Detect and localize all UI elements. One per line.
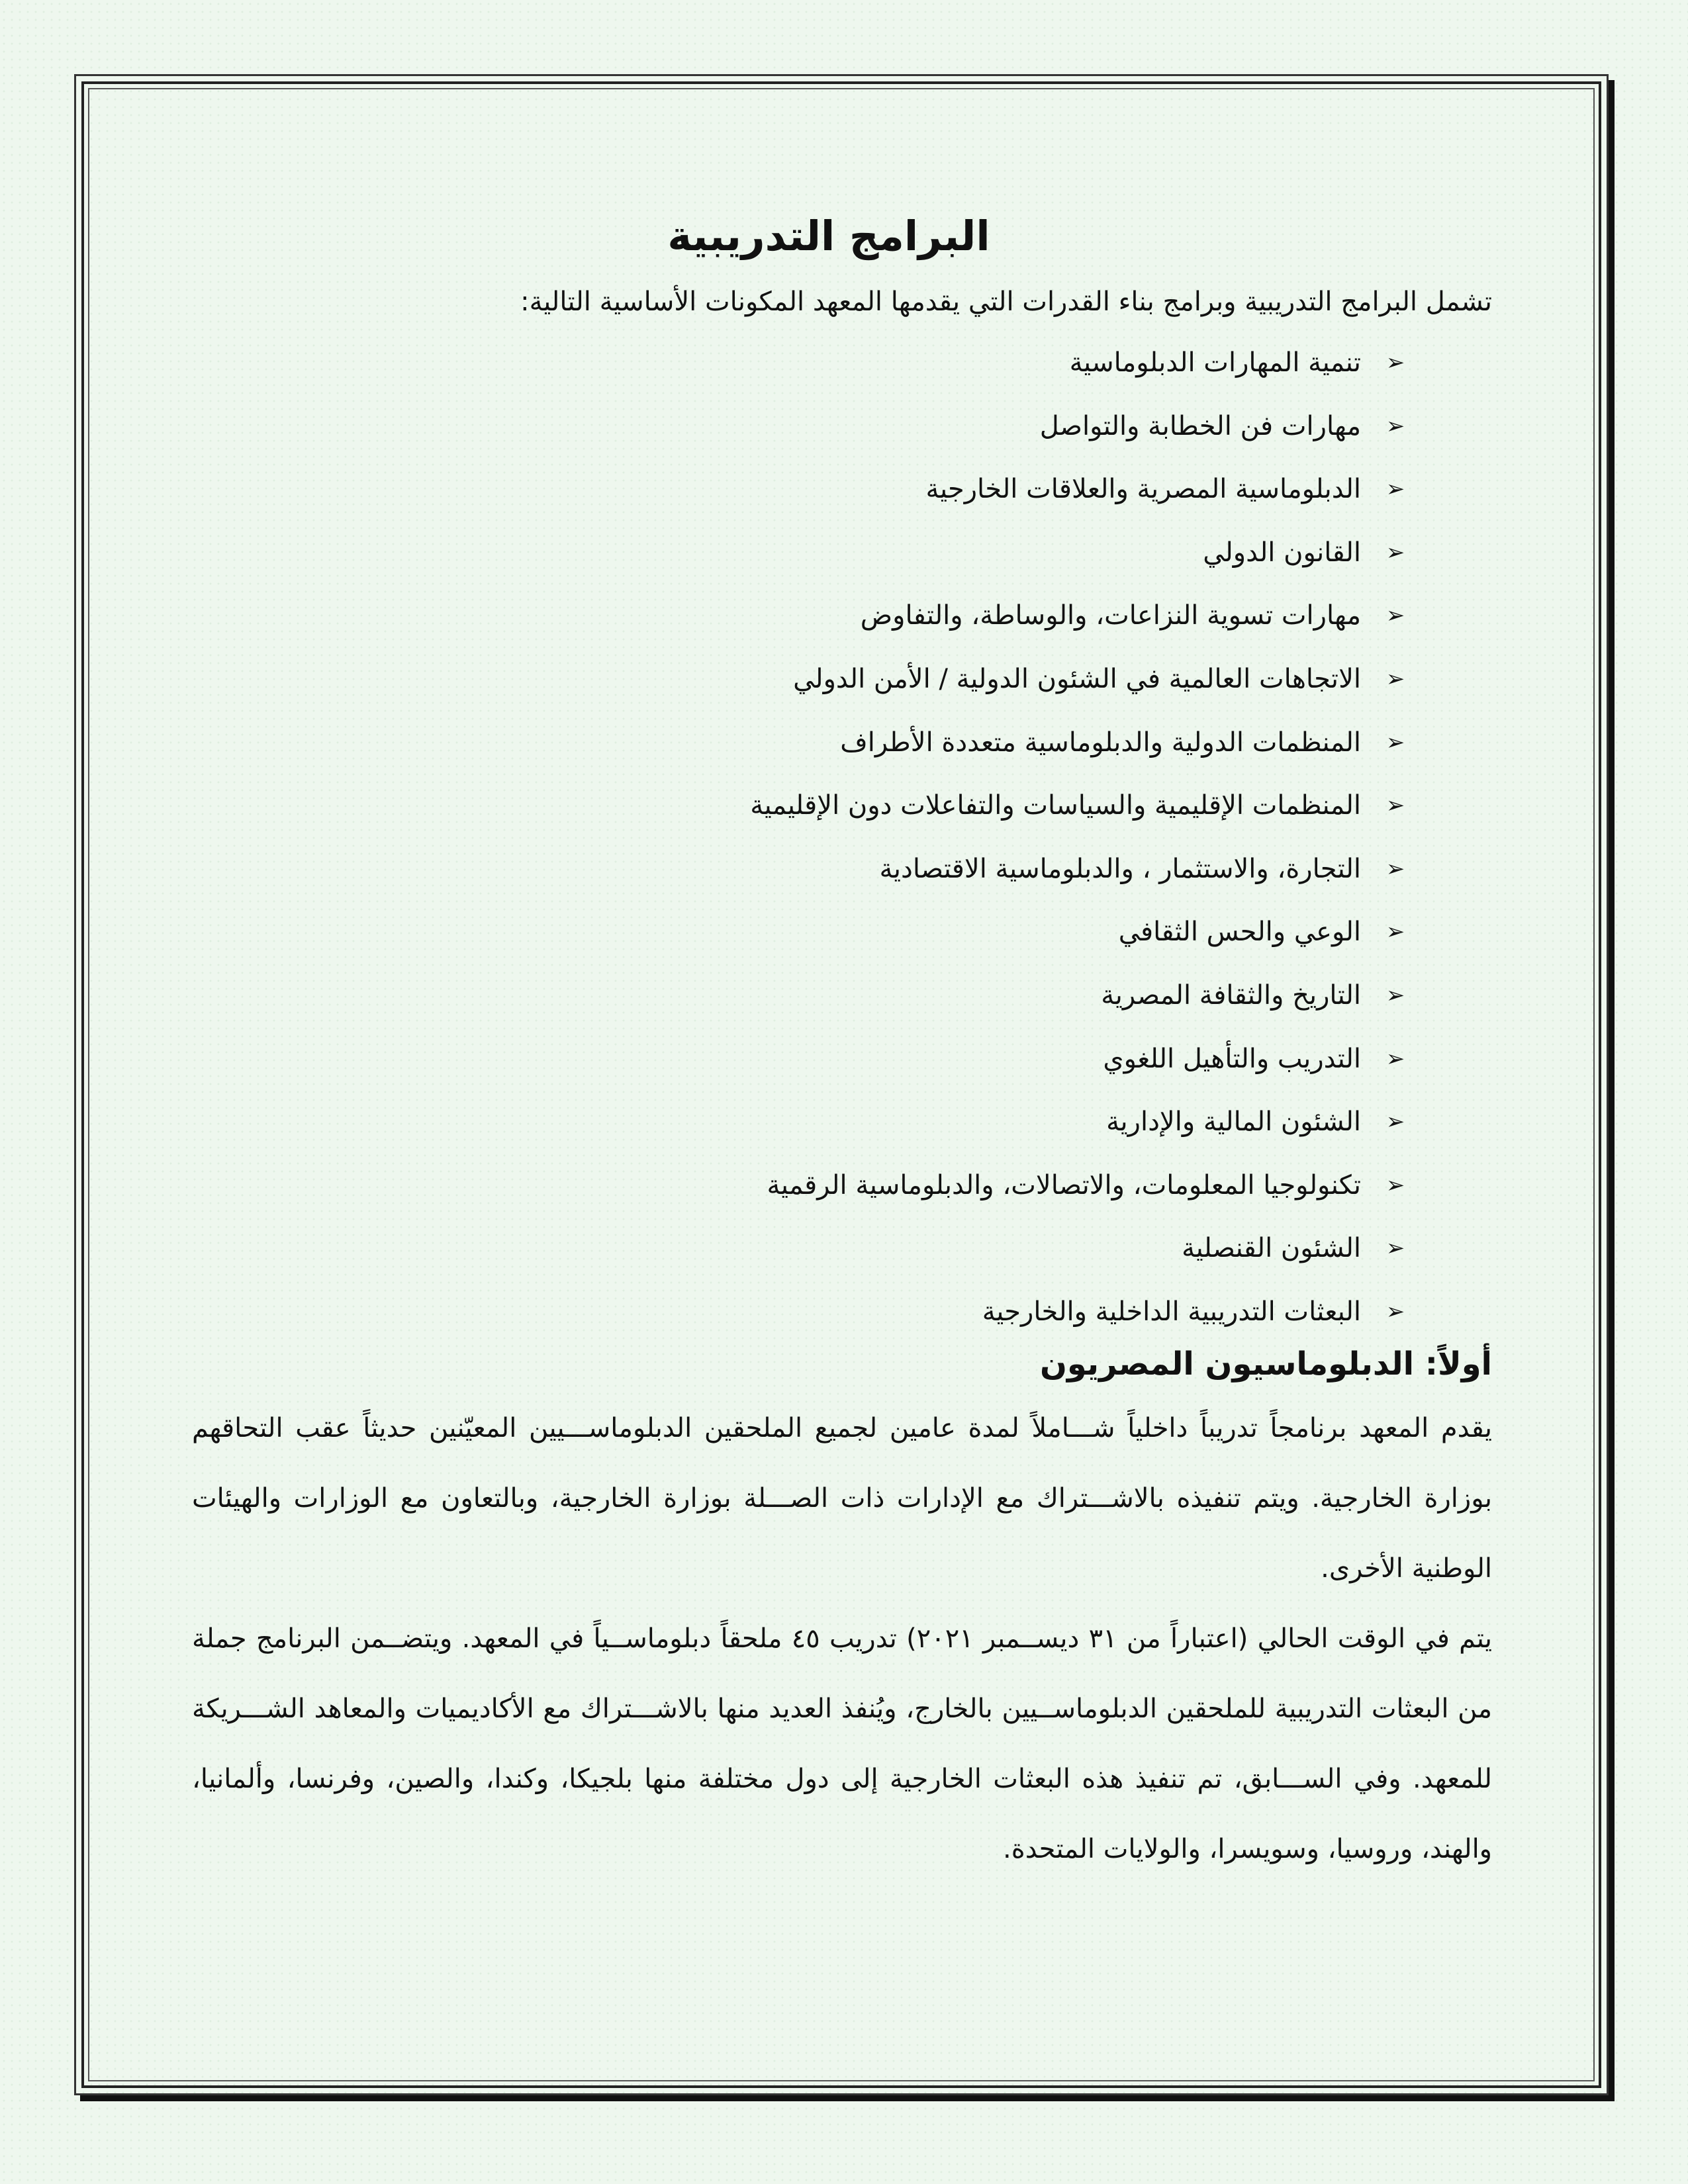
list-item: [192, 838, 1414, 901]
list-item: [192, 1091, 1414, 1154]
list-item-text: المنظمات الإقليمية والسياسات والتفاعلات دون الإقليمية: [750, 790, 1361, 821]
list-item: [192, 774, 1414, 838]
arrow-check-icon: ➢: [1385, 919, 1405, 946]
arrow-check-icon: ➢: [1385, 539, 1405, 566]
page-title: البرامج التدريبية: [667, 212, 990, 260]
arrow-check-icon: ➢: [1385, 729, 1405, 756]
topics-list: [192, 332, 1492, 1344]
list-item: [192, 1217, 1414, 1281]
arrow-check-icon: ➢: [1385, 476, 1405, 503]
list-item-text: القانون الدولي: [1203, 537, 1361, 568]
intro-text: تشمل البرامج التدريبية وبرامج بناء القدرات التي يقدمها المعهد المكونات الأساسية التالية:: [520, 287, 1492, 317]
list-item: [192, 395, 1414, 459]
list-item: [192, 648, 1414, 711]
list-item-text: مهارات فن الخطابة والتواصل: [1039, 410, 1361, 441]
list-item: [192, 711, 1414, 775]
document-body: [192, 212, 1492, 1884]
list-item: [192, 1154, 1414, 1218]
arrow-check-icon: ➢: [1385, 1109, 1405, 1136]
list-item-text: الوعي والحس الثقافي: [1118, 917, 1361, 948]
arrow-check-icon: ➢: [1385, 1045, 1405, 1072]
list-item-text: الشئون القنصلية: [1182, 1233, 1361, 1264]
arrow-check-icon: ➢: [1385, 1298, 1405, 1325]
list-item: [192, 458, 1414, 522]
arrow-check-icon: ➢: [1385, 412, 1405, 439]
arrow-check-icon: ➢: [1385, 855, 1405, 882]
list-item: [192, 901, 1414, 964]
list-item: [192, 964, 1414, 1028]
list-item-text: التجارة، والاستثمار ، والدبلوماسية الاقتصادية: [879, 853, 1361, 884]
list-item: [192, 584, 1414, 648]
paragraph-trainees: يقدم المعهد برنامجاً تدريباً داخلياً شـــاملاً لمدة عامين لجميع الملحقين الدبلوماســـيين المعيّنين حديثاً عقب التحاقهم بوزارة الخارجية. ويتم تنفيذه بالاشـــتراك مع الإدارات ذات الصـــلة بوزارة الخارجية، وبالتعاون مع الوزارات والهيئات الوطنية الأخرى.: [192, 1412, 1492, 1584]
list-item: [192, 522, 1414, 585]
list-item: [192, 1028, 1414, 1091]
list-item-text: الشئون المالية والإدارية: [1106, 1107, 1361, 1138]
arrow-check-icon: ➢: [1385, 349, 1405, 376]
list-item-text: التدريب والتأهيل اللغوي: [1103, 1043, 1361, 1074]
list-item-text: تكنولوجيا المعلومات، والاتصالات، والدبلوماسية الرقمية: [767, 1169, 1361, 1201]
arrow-check-icon: ➢: [1385, 1171, 1405, 1199]
list-item-text: تنمية المهارات الدبلوماسية: [1069, 347, 1361, 378]
list-item-text: مهارات تسوية النزاعات، والوساطة، والتفاوض: [860, 600, 1361, 631]
list-item: [192, 1281, 1414, 1344]
arrow-check-icon: ➢: [1385, 665, 1405, 692]
list-item-text: البعثات التدريبية الداخلية والخارجية: [982, 1296, 1361, 1327]
section-heading: أولاً: الدبلوماسيون المصريون: [1039, 1345, 1492, 1383]
arrow-check-icon: ➢: [1385, 981, 1405, 1009]
list-item-text: المنظمات الدولية والدبلوماسية متعددة الأطراف: [840, 727, 1361, 758]
list-item-text: الاتجاهات العالمية في الشئون الدولية / الأمن الدولي: [793, 663, 1361, 694]
list-item: [192, 332, 1414, 395]
arrow-check-icon: ➢: [1385, 792, 1405, 819]
list-item-text: الدبلوماسية المصرية والعلاقات الخارجية: [925, 474, 1361, 505]
list-item-text: التاريخ والثقافة المصرية: [1101, 979, 1361, 1011]
arrow-check-icon: ➢: [1385, 602, 1405, 629]
arrow-check-icon: ➢: [1385, 1235, 1405, 1262]
paragraph-current-training: يتم في الوقت الحالي (اعتباراً من ٣١ ديســمبر ٢٠٢١) تدريب ٤٥ ملحقاً دبلوماســياً في المعهد. ويتضــمن البرنامج جملة من البعثات التدريبية للملحقين الدبلوماســيين بالخارج، ويُنفذ العديد منها بالاشـــتراك مع الأكاديميات والمعاهد الشـــريكة للمعهد. وفي الســـابق، تم تنفيذ هذه البعثات الخارجية إلى دول مختلفة منها بلجيكا، وكندا، والصين، وفرنسا، وألمانيا، والهند، وروسيا، وسويسرا، والولايات المتحدة.: [192, 1623, 1493, 1864]
